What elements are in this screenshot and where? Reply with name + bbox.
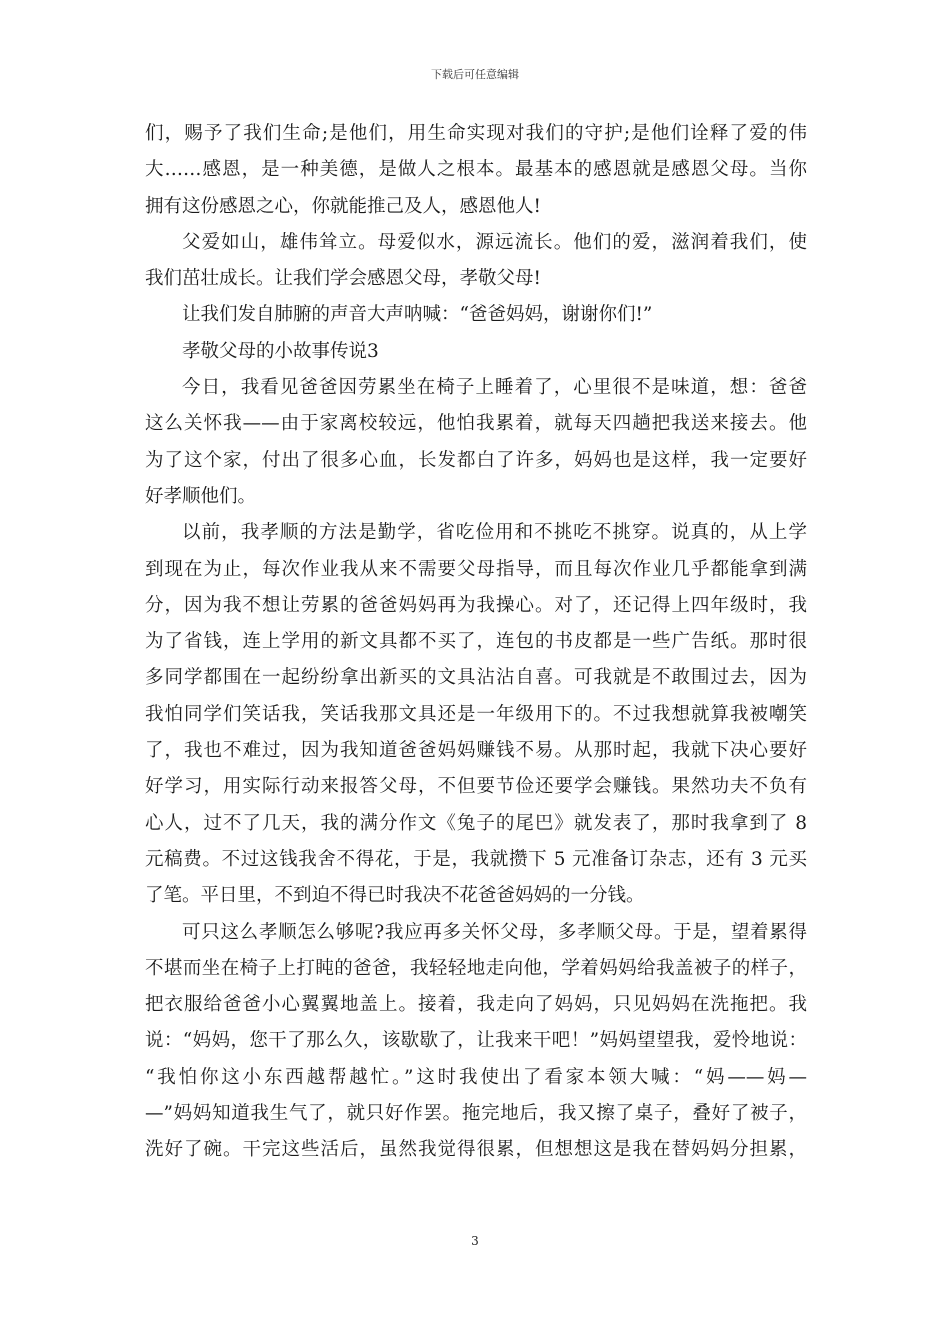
text-line: 元稿费。不过这钱我舍不得花，于是，我就攒下 5 元准备订杂志，还有 3 元买	[145, 848, 807, 870]
document-body	[145, 116, 807, 1169]
text-line: 了笔。平日里，不到迫不得已时我决不花爸爸妈妈的一分钱。	[145, 885, 645, 907]
text-line: 了，我也不难过，因为我知道爸爸妈妈赚钱不易。从那时起，我就下决心要好	[145, 740, 807, 762]
text-line: 为了省钱，连上学用的新文具都不买了，连包的书皮都是一些广告纸。那时很	[145, 631, 807, 653]
text-line: 们，赐予了我们生命;是他们，用生命实现对我们的守护;是他们诠释了爱的伟	[145, 123, 807, 144]
text-line: 把衣服给爸爸小心翼翼地盖上。接着，我走向了妈妈，只见妈妈在洗拖把。我	[145, 994, 807, 1016]
text-line: 多同学都围在一起纷纷拿出新买的文具沾沾自喜。可我就是不敢围过去，因为	[145, 667, 807, 689]
text-line: 到现在为止，每次作业我从来不需要父母指导，而且每次作业几乎都能拿到满	[145, 558, 807, 580]
page-number: 3	[471, 1234, 479, 1248]
text-line: 让我们发自肺腑的声音大声呐喊：“爸爸妈妈，谢谢你们!”	[182, 304, 653, 326]
text-line: 我们茁壮成长。让我们学会感恩父母，孝敬父母!	[145, 268, 541, 290]
text-line: 我怕同学们笑话我，笑话我那文具还是一年级用下的。不过我想就算我被嘲笑	[145, 703, 807, 725]
text-line: 好学习，用实际行动来报答父母，不但要节俭还要学会赚钱。果然功夫不负有	[145, 776, 807, 798]
text-line: 好孝顺他们。	[145, 485, 257, 507]
text-line: 父爱如山，雄伟耸立。母爱似水，源远流长。他们的爱，滋润着我们，使	[182, 231, 807, 253]
text-line: “我怕你这小东西越帮越忙。”这时我使出了看家本领大喊：“妈——妈—	[145, 1066, 807, 1088]
text-line: 分，因为我不想让劳累的爸爸妈妈再为我操心。对了，还记得上四年级时，我	[145, 594, 807, 616]
text-line: 拥有这份感恩之心，你就能推己及人，感恩他人!	[145, 195, 541, 217]
text-line: 这么关怀我——由于家离校较远，他怕我累着，就每天四趟把我送来接去。他	[145, 413, 807, 435]
text-line: 以前，我孝顺的方法是勤学，省吃俭用和不挑吃不挑穿。说真的，从上学	[182, 522, 807, 544]
text-line: 今日，我看见爸爸因劳累坐在椅子上睡着了，心里很不是味道，想：爸爸	[182, 377, 807, 399]
text-line: 大……感恩，是一种美德，是做人之根本。最基本的感恩就是感恩父母。当你	[145, 159, 807, 181]
text-line: —”妈妈知道我生气了，就只好作罢。拖完地后，我又擦了桌子，叠好了被子，	[145, 1103, 807, 1125]
text-line: 可只这么孝顺怎么够呢?我应再多关怀父母，多孝顺父母。于是，望着累得	[182, 921, 807, 943]
text-line: 洗好了碗。干完这些活后，虽然我觉得很累，但想想这是我在替妈妈分担累，	[145, 1139, 807, 1161]
text-line: 为了这个家，付出了很多心血，长发都白了许多，妈妈也是这样，我一定要好	[145, 449, 807, 471]
text-line: 心人，过不了几天，我的满分作文《兔子的尾巴》就发表了，那时我拿到了 8	[145, 812, 807, 834]
text-line: 孝敬父母的小故事传说3	[182, 340, 379, 362]
page-header: 下载后可任意编辑	[431, 68, 519, 81]
text-line: 不堪而坐在椅子上打盹的爸爸，我轻轻地走向他，学着妈妈给我盖被子的样子，	[145, 957, 807, 979]
text-line: 说：“妈妈，您干了那么久，该歇歇了，让我来干吧！”妈妈望望我，爱怜地说：	[145, 1030, 807, 1052]
